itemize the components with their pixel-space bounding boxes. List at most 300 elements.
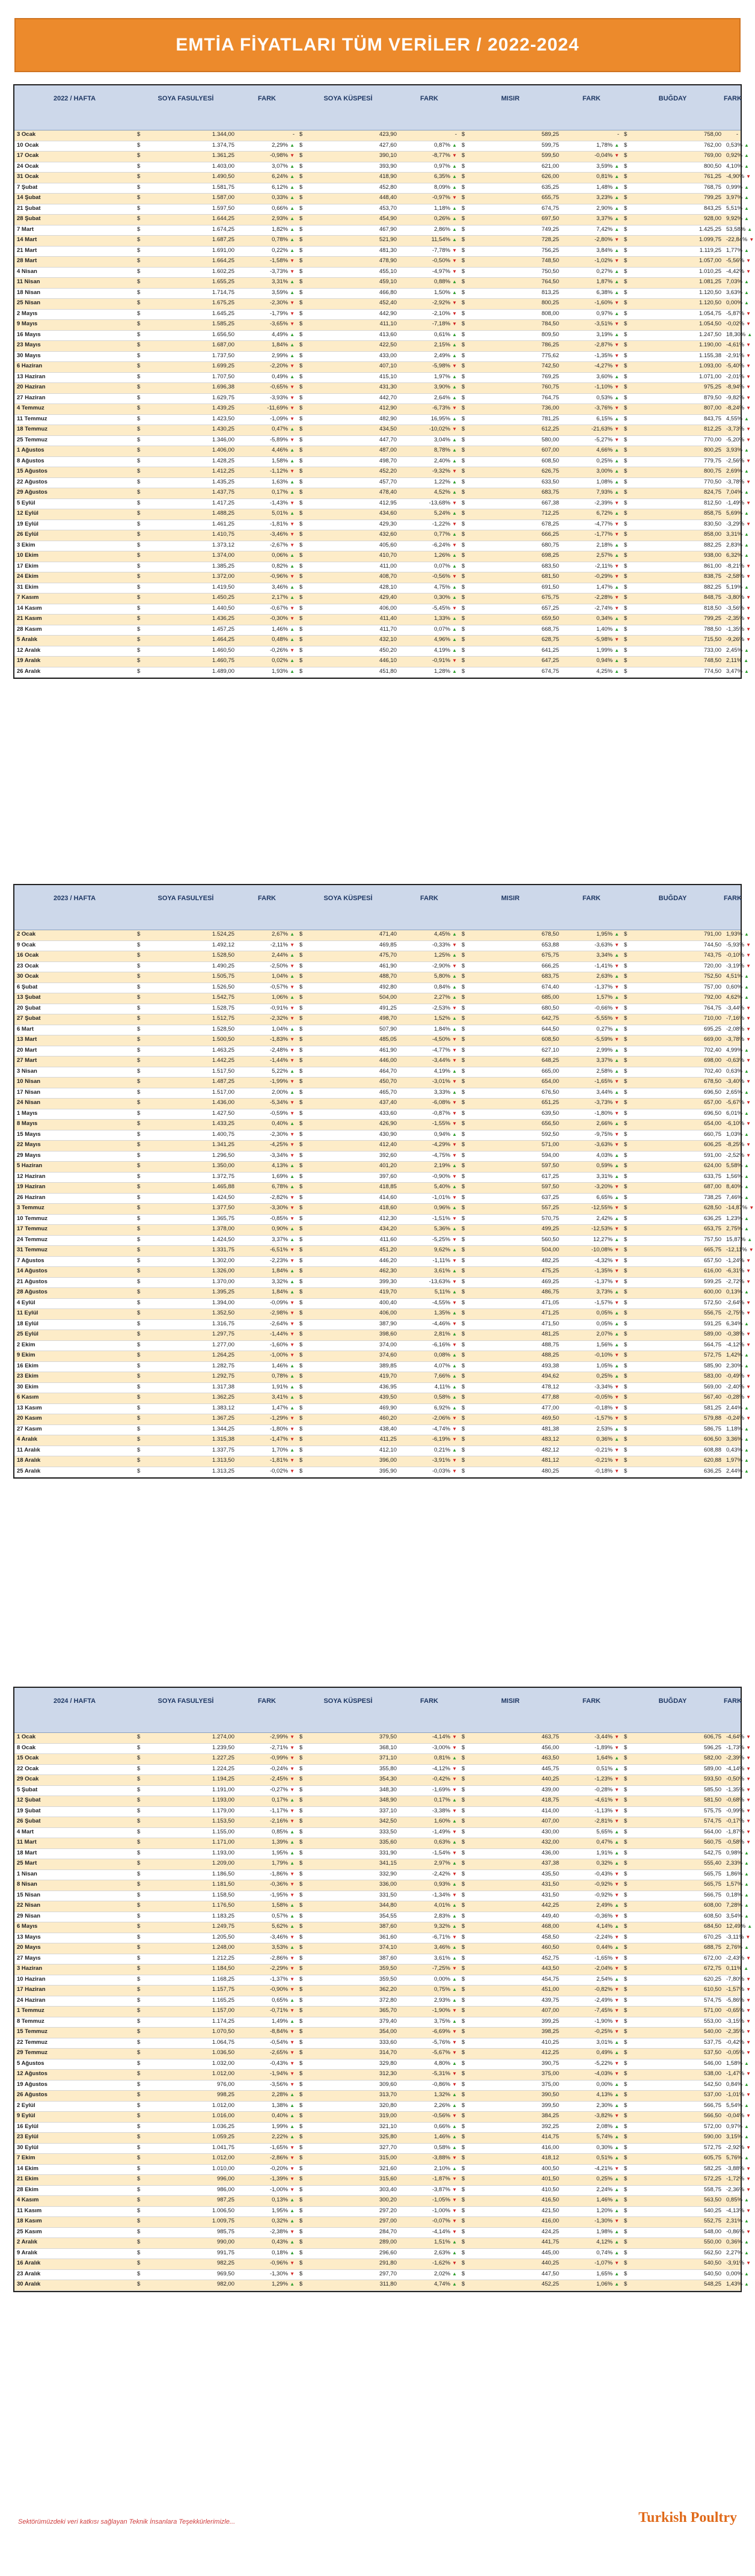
- currency-symbol: $: [137, 1849, 141, 1856]
- currency-symbol: $: [624, 531, 628, 538]
- price-value: 452,80: [379, 183, 397, 191]
- down-arrow-icon: ▼: [614, 1881, 619, 1888]
- down-arrow-icon: ▼: [746, 1331, 751, 1337]
- price-value: 400,50: [541, 2165, 559, 2172]
- price-value: 453,70: [379, 204, 397, 212]
- diff-cell: [561, 247, 622, 254]
- price-value: 408,70: [379, 573, 397, 580]
- price-value: 452,20: [379, 468, 397, 475]
- price-value: 1.581,75: [212, 183, 234, 191]
- price-value: 414,60: [379, 1194, 397, 1201]
- down-arrow-icon: ▼: [290, 268, 295, 274]
- price-value: 1.036,50: [212, 2049, 234, 2056]
- price-cell: [135, 1447, 237, 1453]
- price-cell: [297, 615, 399, 622]
- price-value: 390,50: [541, 2091, 559, 2099]
- currency-symbol: $: [624, 1734, 628, 1741]
- diff-cell: [561, 1204, 622, 1211]
- price-cell: [135, 236, 237, 243]
- price-value: 784,50: [541, 320, 559, 328]
- down-arrow-icon: ▼: [290, 1415, 295, 1421]
- diff-value: -4,74%: [432, 1425, 451, 1432]
- currency-symbol: $: [624, 2081, 628, 2088]
- price-value: 606,25: [703, 1141, 721, 1148]
- down-arrow-icon: ▼: [452, 1037, 457, 1043]
- diff-cell: [561, 2018, 622, 2025]
- currency-symbol: $: [462, 2038, 465, 2046]
- column-header: SOYA FASULYESİ: [157, 894, 214, 902]
- diff-cell: [399, 426, 459, 432]
- diff-value: 0,27%: [596, 1025, 613, 1032]
- up-arrow-icon: ▲: [744, 2123, 749, 2129]
- currency-symbol: $: [137, 257, 141, 265]
- currency-symbol: $: [624, 278, 628, 286]
- price-cell: [622, 1394, 724, 1400]
- price-value: 332,90: [379, 1870, 397, 1877]
- price-value: 412,90: [379, 405, 397, 412]
- diff-cell: [724, 1755, 753, 1761]
- price-cell: [622, 2081, 724, 2088]
- price-cell: [459, 257, 561, 264]
- currency-symbol: $: [462, 1225, 465, 1233]
- currency-symbol: $: [462, 1004, 465, 1011]
- price-value: 758,00: [703, 131, 721, 138]
- price-value: 589,25: [541, 131, 559, 138]
- diff-cell: [399, 278, 459, 285]
- currency-symbol: $: [137, 1141, 141, 1148]
- diff-value: -0,24%: [269, 1765, 289, 1772]
- currency-symbol: $: [299, 562, 303, 569]
- diff-value: 4,10%: [726, 162, 742, 170]
- table-row: [14, 415, 749, 426]
- currency-symbol: $: [137, 2091, 141, 2099]
- diff-value: 0,81%: [596, 173, 613, 180]
- diff-value: 3,44%: [596, 1088, 613, 1096]
- diff-value: -1,60%: [594, 299, 613, 307]
- price-value: 610,50: [703, 1986, 721, 1993]
- diff-cell: [724, 2176, 753, 2182]
- price-value: 1.119,25: [699, 247, 721, 254]
- price-value: 446,20: [379, 1257, 397, 1264]
- diff-value: 7,93%: [596, 489, 613, 496]
- currency-symbol: $: [462, 2070, 465, 2078]
- currency-symbol: $: [624, 352, 628, 359]
- currency-symbol: $: [624, 1320, 628, 1327]
- price-cell: [459, 1902, 561, 1909]
- price-value: 736,00: [541, 405, 559, 412]
- currency-symbol: $: [137, 320, 141, 328]
- price-cell: [622, 278, 724, 285]
- price-value: 411,40: [379, 615, 397, 622]
- diff-value: -0,18%: [594, 1404, 613, 1411]
- diff-value: 2,76%: [726, 1944, 742, 1951]
- price-cell: [459, 1797, 561, 1803]
- week-date: 28 Şubat: [17, 215, 41, 222]
- currency-symbol: $: [299, 141, 303, 149]
- price-cell: [135, 2007, 237, 2014]
- diff-value: -5,40%: [726, 363, 745, 370]
- price-cell: [622, 405, 724, 411]
- currency-symbol: $: [462, 468, 465, 475]
- diff-value: -3,87%: [432, 2186, 451, 2193]
- diff-cell: [237, 342, 297, 348]
- currency-symbol: $: [624, 2207, 628, 2214]
- down-arrow-icon: ▼: [746, 258, 751, 264]
- price-value: 1.313,25: [212, 1467, 234, 1474]
- up-arrow-icon: ▲: [452, 1373, 457, 1379]
- diff-cell: [724, 2028, 753, 2035]
- page-title: EMTİA FİYATLARI TÜM VERİLER / 2022-2024: [176, 35, 579, 55]
- price-value: 761,25: [703, 173, 721, 180]
- up-arrow-icon: ▲: [290, 563, 295, 569]
- down-arrow-icon: ▼: [290, 1776, 295, 1782]
- diff-cell: [561, 963, 622, 969]
- up-arrow-icon: ▲: [614, 373, 619, 379]
- diff-value: -4,90%: [726, 173, 745, 180]
- currency-symbol: $: [137, 1996, 141, 2004]
- currency-symbol: $: [462, 478, 465, 485]
- currency-symbol: $: [137, 1152, 141, 1159]
- down-arrow-icon: ▼: [746, 321, 751, 327]
- diff-cell: [399, 1976, 459, 1983]
- price-cell: [135, 1342, 237, 1348]
- price-value: 574,75: [703, 1996, 721, 2004]
- table-row: [14, 278, 749, 289]
- diff-cell: [237, 289, 297, 296]
- price-value: 407,10: [379, 363, 397, 370]
- currency-symbol: $: [462, 1849, 465, 1856]
- diff-cell: [561, 1871, 622, 1877]
- week-date: 29 Temmuz: [17, 2049, 48, 2056]
- price-cell: [135, 1818, 237, 1824]
- currency-symbol: $: [137, 2123, 141, 2130]
- down-arrow-icon: ▼: [746, 1384, 751, 1390]
- price-cell: [459, 1331, 561, 1337]
- currency-symbol: $: [137, 373, 141, 380]
- diff-value: -3,46%: [269, 1933, 289, 1940]
- diff-value: -2,08%: [726, 1025, 745, 1032]
- down-arrow-icon: ▼: [290, 321, 295, 327]
- diff-value: 2,28%: [272, 2091, 289, 2099]
- price-cell: [135, 1871, 237, 1877]
- up-arrow-icon: ▲: [744, 205, 749, 211]
- price-cell: [297, 2239, 399, 2245]
- table-row: [14, 1817, 751, 1828]
- diff-value: -1,37%: [594, 983, 613, 990]
- diff-value: 2,27%: [434, 994, 451, 1001]
- diff-cell: [724, 1005, 753, 1011]
- currency-symbol: $: [299, 2207, 303, 2214]
- diff-value: -0,68%: [726, 1797, 745, 1804]
- diff-value: 1,57%: [596, 994, 613, 1001]
- diff-value: 7,28%: [726, 1902, 742, 1909]
- diff-cell: [561, 668, 622, 675]
- table-row: [14, 1786, 751, 1797]
- table-row: [14, 1859, 749, 1870]
- up-arrow-icon: ▲: [290, 342, 295, 348]
- price-value: 1.377,50: [212, 1204, 234, 1212]
- down-arrow-icon: ▼: [614, 1016, 619, 1022]
- table-row: [14, 1362, 749, 1373]
- price-value: 1.424,50: [212, 1194, 234, 1201]
- down-arrow-icon: ▼: [452, 2218, 457, 2224]
- price-value: 1.209,00: [212, 1860, 234, 1867]
- currency-symbol: $: [299, 2197, 303, 2204]
- price-cell: [459, 2112, 561, 2119]
- price-value: 1.193,00: [212, 1849, 234, 1856]
- diff-value: 6,15%: [596, 415, 613, 422]
- price-cell: [622, 1247, 724, 1253]
- price-value: 342,50: [379, 1818, 397, 1825]
- up-arrow-icon: ▲: [614, 216, 619, 222]
- currency-symbol: $: [137, 204, 141, 212]
- price-cell: [135, 1405, 237, 1411]
- price-value: 560,75: [703, 1839, 721, 1846]
- diff-cell: [237, 405, 297, 411]
- currency-symbol: $: [462, 594, 465, 601]
- price-cell: [459, 194, 561, 201]
- price-value: 570,75: [541, 1215, 559, 1222]
- price-cell: [135, 1099, 237, 1106]
- diff-cell: [561, 952, 622, 958]
- price-value: 390,75: [541, 2059, 559, 2067]
- diff-value: 3,47%: [726, 667, 742, 675]
- diff-value: -0,26%: [269, 646, 289, 654]
- diff-cell: [561, 510, 622, 517]
- table-row: [14, 1425, 749, 1436]
- diff-cell: [237, 247, 297, 254]
- diff-cell: [724, 489, 751, 495]
- price-cell: [622, 489, 724, 495]
- diff-value: 1,25%: [434, 952, 451, 959]
- down-arrow-icon: ▼: [614, 1818, 619, 1824]
- table-row: [14, 1975, 751, 1986]
- currency-symbol: $: [624, 141, 628, 149]
- currency-symbol: $: [624, 583, 628, 590]
- diff-value: -4,14%: [726, 1765, 745, 1772]
- currency-symbol: $: [137, 247, 141, 254]
- diff-value: 0,18%: [272, 2249, 289, 2256]
- price-cell: [459, 1047, 561, 1053]
- currency-symbol: $: [299, 289, 303, 296]
- currency-symbol: $: [299, 1320, 303, 1327]
- diff-value: 2,44%: [726, 1467, 742, 1474]
- diff-value: -1,58%: [269, 257, 289, 265]
- diff-value: 3,46%: [272, 583, 289, 590]
- up-arrow-icon: ▲: [290, 2092, 295, 2098]
- price-cell: [297, 299, 399, 306]
- currency-symbol: $: [624, 1036, 628, 1043]
- diff-cell: [561, 1047, 622, 1053]
- week-date: 20 Şubat: [17, 1004, 41, 1011]
- diff-value: 0,36%: [726, 2239, 742, 2246]
- diff-cell: [561, 405, 622, 411]
- currency-symbol: $: [462, 1923, 465, 1930]
- year-label: 2024 / HAFTA: [53, 1697, 96, 1705]
- diff-cell: [399, 1965, 459, 1972]
- diff-value: 7,04%: [726, 489, 742, 496]
- up-arrow-icon: ▲: [290, 184, 295, 190]
- price-cell: [459, 173, 561, 180]
- price-cell: [622, 1405, 724, 1411]
- diff-cell: [399, 1468, 459, 1474]
- diff-cell: [237, 1997, 297, 2004]
- price-value: 1.528,50: [212, 1025, 234, 1032]
- up-arrow-icon: ▲: [614, 542, 619, 548]
- price-cell: [622, 1026, 724, 1032]
- currency-symbol: $: [137, 2165, 141, 2172]
- diff-cell: [237, 1468, 297, 1474]
- currency-symbol: $: [299, 520, 303, 527]
- price-cell: [297, 1204, 399, 1211]
- price-value: 1.645,25: [212, 310, 234, 317]
- diff-value: -0,98%: [269, 152, 289, 159]
- currency-symbol: $: [137, 510, 141, 517]
- down-arrow-icon: ▼: [452, 1776, 457, 1782]
- price-value: 653,88: [541, 941, 559, 948]
- diff-value: -6,19%: [432, 1436, 451, 1443]
- diff-value: -13,63%: [429, 1278, 451, 1285]
- currency-symbol: $: [462, 1331, 465, 1338]
- diff-value: 6,32%: [726, 552, 742, 559]
- currency-symbol: $: [462, 204, 465, 212]
- price-cell: [135, 2197, 237, 2203]
- price-value: 1.012,00: [212, 2102, 234, 2109]
- currency-symbol: $: [624, 268, 628, 275]
- currency-symbol: $: [137, 1744, 141, 1751]
- currency-symbol: $: [299, 1954, 303, 1961]
- price-value: 764,75: [703, 1004, 721, 1011]
- down-arrow-icon: ▼: [452, 1005, 457, 1011]
- up-arrow-icon: ▲: [290, 952, 295, 958]
- down-arrow-icon: ▼: [290, 1037, 295, 1043]
- down-arrow-icon: ▼: [452, 1934, 457, 1940]
- down-arrow-icon: ▼: [290, 1194, 295, 1200]
- diff-cell: [724, 1204, 755, 1211]
- up-arrow-icon: ▲: [452, 1026, 457, 1032]
- diff-value: -0,65%: [269, 384, 289, 391]
- table-row: [14, 1309, 751, 1320]
- down-arrow-icon: ▼: [452, 2207, 457, 2213]
- currency-symbol: $: [137, 415, 141, 422]
- price-value: 434,60: [379, 510, 397, 517]
- price-cell: [135, 2218, 237, 2224]
- currency-symbol: $: [624, 342, 628, 349]
- diff-cell: [237, 1881, 297, 1888]
- diff-value: 0,02%: [272, 657, 289, 664]
- price-value: 572,25: [703, 2176, 721, 2183]
- diff-cell: [399, 1162, 459, 1169]
- currency-symbol: $: [624, 1352, 628, 1359]
- price-value: 431,30: [379, 384, 397, 391]
- currency-symbol: $: [462, 1268, 465, 1275]
- diff-cell: [399, 236, 459, 243]
- currency-symbol: $: [299, 1373, 303, 1380]
- down-arrow-icon: ▼: [746, 637, 751, 643]
- price-value: 1.070,50: [212, 2028, 234, 2035]
- price-cell: [622, 2091, 724, 2098]
- diff-value: -7,25%: [432, 1965, 451, 1972]
- diff-cell: [561, 2091, 622, 2098]
- down-arrow-icon: ▼: [290, 1871, 295, 1877]
- price-cell: [622, 1447, 724, 1453]
- price-cell: [297, 636, 399, 643]
- currency-symbol: $: [137, 1839, 141, 1846]
- up-arrow-icon: ▲: [452, 668, 457, 674]
- currency-symbol: $: [137, 278, 141, 286]
- price-cell: [297, 2176, 399, 2182]
- diff-cell: [561, 1173, 622, 1180]
- currency-symbol: $: [299, 1744, 303, 1751]
- week-date: 8 Mayıs: [17, 1120, 38, 1127]
- diff-cell: [561, 1310, 622, 1316]
- table-row: [14, 2154, 749, 2165]
- diff-value: 1,46%: [272, 625, 289, 633]
- diff-value: 1,51%: [434, 2239, 451, 2246]
- price-cell: [459, 1734, 561, 1740]
- price-value: 606,75: [703, 1734, 721, 1741]
- up-arrow-icon: ▲: [614, 226, 619, 232]
- diff-value: 2,93%: [272, 215, 289, 222]
- diff-value: 2,07%: [596, 1331, 613, 1338]
- diff-value: -8,21%: [726, 562, 745, 569]
- diff-value: 3,84%: [596, 247, 613, 254]
- diff-value: -3,91%: [432, 1457, 451, 1464]
- price-value: 800,25: [541, 299, 559, 307]
- diff-value: -1,13%: [594, 1807, 613, 1814]
- down-arrow-icon: ▼: [290, 1808, 295, 1814]
- week-date: 13 Haziran: [17, 373, 46, 380]
- diff-value: 7,03%: [726, 278, 742, 286]
- currency-symbol: $: [137, 1818, 141, 1825]
- diff-value: 4,45%: [434, 931, 451, 938]
- diff-value: 1,69%: [272, 1173, 289, 1180]
- up-arrow-icon: ▲: [452, 2165, 457, 2171]
- diff-cell: [237, 1173, 297, 1180]
- price-value: 1.460,50: [212, 646, 234, 654]
- diff-value: -0,04%: [726, 2112, 745, 2120]
- down-arrow-icon: ▼: [614, 258, 619, 264]
- price-value: 657,50: [703, 1257, 721, 1264]
- up-arrow-icon: ▲: [452, 1903, 457, 1909]
- up-arrow-icon: ▲: [744, 2281, 749, 2287]
- currency-symbol: $: [137, 2281, 141, 2288]
- currency-symbol: $: [137, 1194, 141, 1201]
- currency-symbol: $: [299, 2176, 303, 2183]
- price-value: 423,90: [379, 131, 397, 138]
- table-row: [14, 2280, 749, 2291]
- price-value: 812,25: [703, 426, 721, 433]
- price-value: 426,90: [379, 1120, 397, 1127]
- diff-value: -5,45%: [432, 604, 451, 612]
- currency-symbol: $: [462, 2007, 465, 2014]
- week-date: 21 Kasım: [17, 615, 42, 622]
- up-arrow-icon: ▲: [744, 1966, 749, 1972]
- up-arrow-icon: ▲: [452, 1289, 457, 1295]
- diff-cell: [561, 226, 622, 233]
- up-arrow-icon: ▲: [452, 595, 457, 601]
- price-value: 582,00: [703, 1755, 721, 1762]
- currency-symbol: $: [624, 1975, 628, 1983]
- down-arrow-icon: ▼: [452, 1100, 457, 1106]
- price-cell: [622, 2186, 724, 2193]
- price-value: 768,75: [703, 183, 721, 191]
- price-value: 329,80: [379, 2059, 397, 2067]
- diff-cell: [724, 647, 751, 654]
- up-arrow-icon: ▲: [452, 163, 457, 169]
- price-cell: [297, 163, 399, 170]
- diff-value: 1,64%: [596, 1755, 613, 1762]
